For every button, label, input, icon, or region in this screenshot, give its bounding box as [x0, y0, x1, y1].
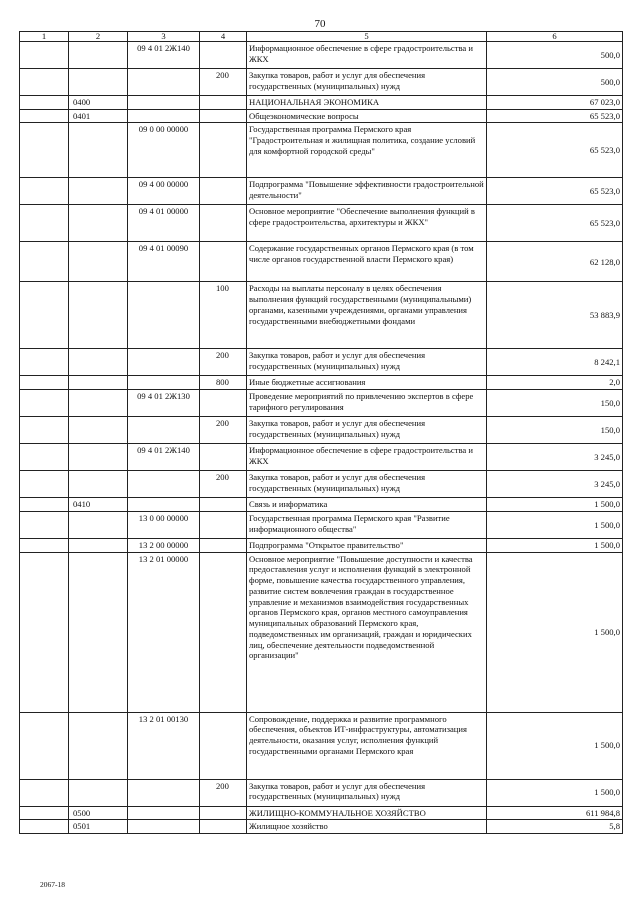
cell-c6: 65 523,0: [487, 205, 623, 242]
cell-c1: [20, 178, 69, 205]
cell-c5: Закупка товаров, работ и услуг для обеспечения государственных (муниципальных) нужд: [247, 471, 487, 498]
cell-c5: Государственная программа Пермского края "Градостроительная и жилищная политика, создание условий для комфортной городской среды": [247, 123, 487, 178]
cell-c1: [20, 444, 69, 471]
cell-c4: [200, 96, 247, 110]
cell-c1: [20, 511, 69, 538]
cell-c2: [69, 779, 128, 806]
cell-c4: 200: [200, 69, 247, 96]
cell-c2: [69, 42, 128, 69]
cell-c1: [20, 42, 69, 69]
cell-c2: 0501: [69, 820, 128, 834]
cell-c5: Содержание государственных органов Пермского края (в том числе органов государственной власти Пермского края): [247, 242, 487, 282]
cell-c5: Информационное обеспечение в сфере градостроительства и ЖКХ: [247, 42, 487, 69]
cell-c6: 1 500,0: [487, 498, 623, 512]
cell-c2: [69, 471, 128, 498]
cell-c4: [200, 242, 247, 282]
cell-c3: [128, 471, 200, 498]
cell-c2: [69, 444, 128, 471]
cell-c6: 500,0: [487, 42, 623, 69]
cell-c1: [20, 417, 69, 444]
cell-c2: [69, 123, 128, 178]
cell-c5: Иные бюджетные ассигнования: [247, 376, 487, 390]
cell-c3: 13 2 00 00000: [128, 538, 200, 552]
cell-c6: 5,8: [487, 820, 623, 834]
cell-c2: [69, 538, 128, 552]
col-header-4: 4: [200, 32, 247, 42]
cell-c2: 0500: [69, 806, 128, 820]
cell-c5: Связь и информатика: [247, 498, 487, 512]
cell-c3: [128, 806, 200, 820]
cell-c6: 8 242,1: [487, 349, 623, 376]
cell-c5: Расходы на выплаты персоналу в целях обеспечения выполнения функций государственными (муниципальными) органами, казенными учреждениями, органами управления государственными внебюджетными фондами: [247, 282, 487, 349]
cell-c4: [200, 444, 247, 471]
table-row: [20, 417, 623, 444]
cell-c1: [20, 69, 69, 96]
cell-c5: Сопровождение, поддержка и развитие программного обеспечения, объектов ИТ-инфраструктуры, автоматизация деятельности, оказания услуг, исполнения функций государственными органами Пермского края: [247, 712, 487, 779]
cell-c4: 200: [200, 471, 247, 498]
cell-c6: 1 500,0: [487, 712, 623, 779]
cell-c4: [200, 820, 247, 834]
footer-code: 2067-18: [40, 880, 65, 889]
cell-c2: [69, 205, 128, 242]
table-row: [20, 552, 623, 712]
cell-c3: [128, 820, 200, 834]
cell-c4: [200, 42, 247, 69]
cell-c2: [69, 376, 128, 390]
cell-c1: [20, 242, 69, 282]
cell-c5: НАЦИОНАЛЬНАЯ ЭКОНОМИКА: [247, 96, 487, 110]
cell-c4: 800: [200, 376, 247, 390]
cell-c5: Подпрограмма "Повышение эффективности градостроительной деятельности": [247, 178, 487, 205]
cell-c3: [128, 96, 200, 110]
table-body: [20, 42, 623, 834]
table-row: [20, 498, 623, 512]
table-row: [20, 123, 623, 178]
cell-c6: 1 500,0: [487, 552, 623, 712]
cell-c6: 53 883,9: [487, 282, 623, 349]
cell-c5: Основное мероприятие "Повышение доступности и качества предоставления услуг и исполнения функций в электронной форме, повышение качества государственного управления, развитие систем вовлечения граждан в государственное управление и механизмов взаимодействия государственных органов Пермского края, органов местного самоуправления муниципальных образований Пермского края, подведомственных им организаций, граждан и юридических лиц, обеспечение деятельности подведомственной организации": [247, 552, 487, 712]
cell-c1: [20, 282, 69, 349]
cell-c3: [128, 779, 200, 806]
cell-c4: [200, 552, 247, 712]
cell-c3: 09 0 00 00000: [128, 123, 200, 178]
table-row: [20, 42, 623, 69]
cell-c6: 2,0: [487, 376, 623, 390]
table-row: [20, 779, 623, 806]
cell-c6: 67 023,0: [487, 96, 623, 110]
cell-c2: 0400: [69, 96, 128, 110]
table-row: [20, 820, 623, 834]
cell-c6: 65 523,0: [487, 123, 623, 178]
table-row: [20, 69, 623, 96]
cell-c3: [128, 349, 200, 376]
cell-c4: [200, 123, 247, 178]
table-row: [20, 349, 623, 376]
cell-c1: [20, 390, 69, 417]
cell-c1: [20, 471, 69, 498]
cell-c5: Закупка товаров, работ и услуг для обеспечения государственных (муниципальных) нужд: [247, 69, 487, 96]
cell-c3: 09 4 01 00090: [128, 242, 200, 282]
cell-c2: [69, 511, 128, 538]
cell-c4: [200, 109, 247, 123]
table-row: [20, 712, 623, 779]
cell-c5: Закупка товаров, работ и услуг для обеспечения государственных (муниципальных) нужд: [247, 349, 487, 376]
cell-c6: 65 523,0: [487, 178, 623, 205]
cell-c1: [20, 779, 69, 806]
table-row: [20, 806, 623, 820]
cell-c5: Подпрограмма "Открытое правительство": [247, 538, 487, 552]
cell-c2: [69, 282, 128, 349]
cell-c4: [200, 498, 247, 512]
cell-c3: 09 4 01 2Ж140: [128, 42, 200, 69]
cell-c5: Информационное обеспечение в сфере градостроительства и ЖКХ: [247, 444, 487, 471]
cell-c4: 200: [200, 417, 247, 444]
cell-c4: [200, 178, 247, 205]
table-row: [20, 242, 623, 282]
cell-c4: [200, 712, 247, 779]
cell-c1: [20, 123, 69, 178]
cell-c3: [128, 498, 200, 512]
cell-c3: 13 2 01 00000: [128, 552, 200, 712]
cell-c5: Проведение мероприятий по привлечению экспертов в сфере тарифного регулирования: [247, 390, 487, 417]
cell-c2: [69, 178, 128, 205]
cell-c6: 150,0: [487, 417, 623, 444]
cell-c1: [20, 376, 69, 390]
cell-c4: 200: [200, 349, 247, 376]
cell-c5: ЖИЛИЩНО-КОММУНАЛЬНОЕ ХОЗЯЙСТВО: [247, 806, 487, 820]
table-row: [20, 376, 623, 390]
cell-c2: [69, 69, 128, 96]
cell-c3: [128, 376, 200, 390]
cell-c6: 65 523,0: [487, 109, 623, 123]
cell-c6: 3 245,0: [487, 471, 623, 498]
table-row: [20, 178, 623, 205]
cell-c1: [20, 96, 69, 110]
cell-c1: [20, 806, 69, 820]
cell-c1: [20, 820, 69, 834]
cell-c1: [20, 349, 69, 376]
cell-c1: [20, 712, 69, 779]
header-row: [20, 32, 623, 42]
cell-c6: 150,0: [487, 390, 623, 417]
cell-c6: 1 500,0: [487, 779, 623, 806]
table-row: [20, 444, 623, 471]
cell-c4: [200, 390, 247, 417]
cell-c2: [69, 552, 128, 712]
cell-c2: [69, 390, 128, 417]
table-row: [20, 538, 623, 552]
cell-c5: Закупка товаров, работ и услуг для обеспечения государственных (муниципальных) нужд: [247, 779, 487, 806]
cell-c3: [128, 109, 200, 123]
table-row: [20, 109, 623, 123]
cell-c5: Закупка товаров, работ и услуг для обеспечения государственных (муниципальных) нужд: [247, 417, 487, 444]
col-header-2: 2: [69, 32, 128, 42]
cell-c5: Основное мероприятие "Обеспечение выполнения функций в сфере градостроительства, архитектуры и ЖКХ": [247, 205, 487, 242]
cell-c5: Общеэкономические вопросы: [247, 109, 487, 123]
cell-c3: 13 0 00 00000: [128, 511, 200, 538]
table-row: [20, 96, 623, 110]
col-header-3: 3: [128, 32, 200, 42]
cell-c2: [69, 417, 128, 444]
cell-c3: 09 4 00 00000: [128, 178, 200, 205]
table-row: [20, 511, 623, 538]
cell-c3: 13 2 01 00130: [128, 712, 200, 779]
cell-c4: [200, 806, 247, 820]
col-header-1: 1: [20, 32, 69, 42]
cell-c4: [200, 205, 247, 242]
cell-c5: Государственная программа Пермского края "Развитие информационного общества": [247, 511, 487, 538]
cell-c2: 0401: [69, 109, 128, 123]
cell-c4: 200: [200, 779, 247, 806]
cell-c4: 100: [200, 282, 247, 349]
cell-c6: 1 500,0: [487, 511, 623, 538]
cell-c6: 3 245,0: [487, 444, 623, 471]
col-header-5: 5: [247, 32, 487, 42]
cell-c4: [200, 511, 247, 538]
table-row: [20, 471, 623, 498]
budget-table: [19, 31, 623, 834]
cell-c4: [200, 538, 247, 552]
cell-c1: [20, 498, 69, 512]
table-row: [20, 390, 623, 417]
cell-c6: 62 128,0: [487, 242, 623, 282]
cell-c2: [69, 242, 128, 282]
cell-c1: [20, 552, 69, 712]
cell-c6: 500,0: [487, 69, 623, 96]
cell-c3: [128, 69, 200, 96]
cell-c5: Жилищное хозяйство: [247, 820, 487, 834]
table-row: [20, 205, 623, 242]
cell-c2: [69, 712, 128, 779]
cell-c6: 611 984,8: [487, 806, 623, 820]
cell-c1: [20, 109, 69, 123]
col-header-6: 6: [487, 32, 623, 42]
cell-c3: 09 4 01 2Ж140: [128, 444, 200, 471]
cell-c3: [128, 282, 200, 349]
cell-c1: [20, 538, 69, 552]
cell-c6: 1 500,0: [487, 538, 623, 552]
cell-c2: [69, 349, 128, 376]
table-row: [20, 282, 623, 349]
cell-c3: 09 4 01 00000: [128, 205, 200, 242]
cell-c1: [20, 205, 69, 242]
cell-c2: 0410: [69, 498, 128, 512]
cell-c3: 09 4 01 2Ж130: [128, 390, 200, 417]
cell-c3: [128, 417, 200, 444]
page-number: 70: [314, 18, 326, 30]
